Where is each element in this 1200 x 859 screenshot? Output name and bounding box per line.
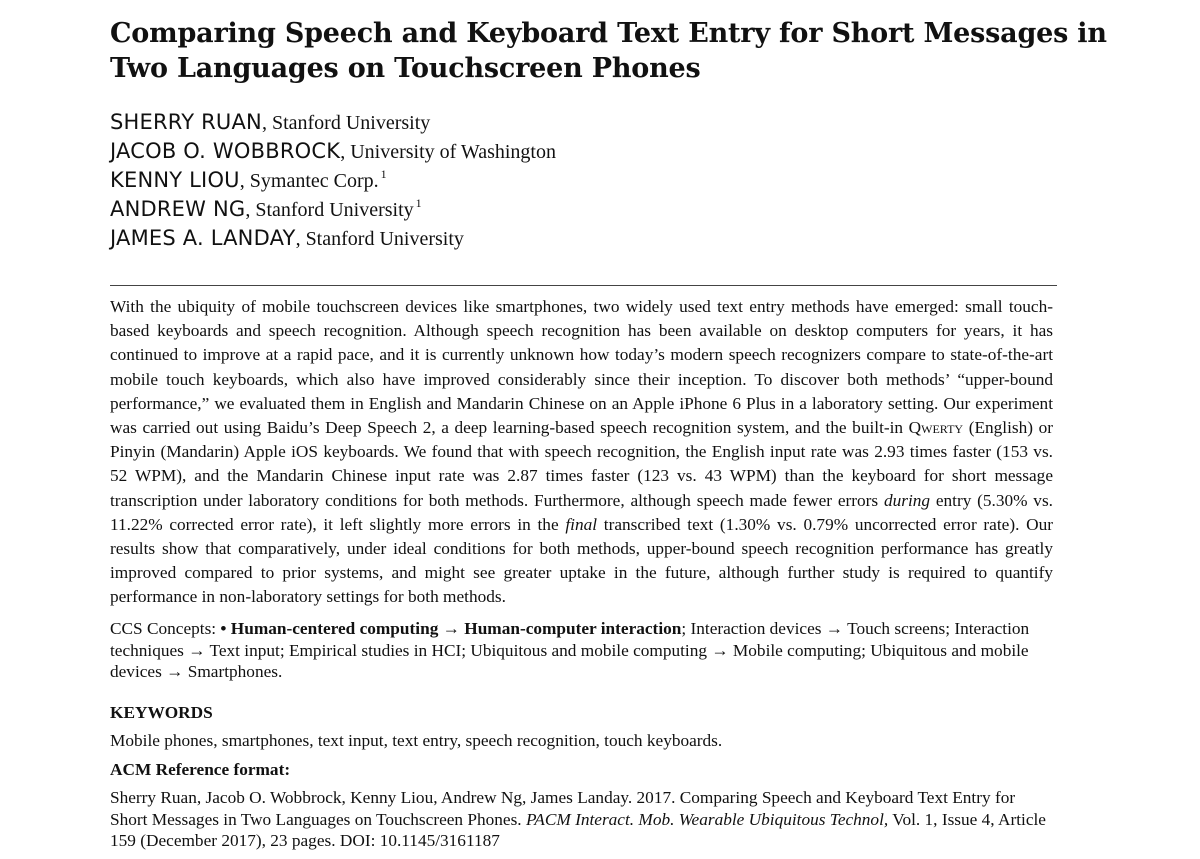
- keywords-heading: KEYWORDS: [110, 703, 213, 722]
- author-affiliation: Stanford University: [305, 228, 464, 250]
- acm-reference-heading: ACM Reference format:: [110, 760, 291, 779]
- author-entry: SHERRY RUAN, Stanford University: [110, 110, 431, 134]
- author-name: SHERRY RUAN: [110, 110, 262, 134]
- footnote-marker: 1: [415, 196, 422, 210]
- author-affiliation: University of Washington: [350, 141, 556, 163]
- paper-title: Comparing Speech and Keyboard Text Entry for Short Messages in Two Languages on Touchscreen Phones: [110, 18, 1107, 84]
- footnote-marker: 1: [380, 167, 387, 181]
- ccs-concepts: CCS Concepts: • Human-centered computing → Human-computer interaction; Interaction devices → Touch screens; Interaction techniques → Text input; Empirical studies in HCI; Ubiquitous and mobile computing → Mobile computing; Ubiquitous and mobile devices → Smartphones.: [110, 619, 1030, 681]
- author-name: ANDREW NG: [110, 197, 246, 221]
- keywords-text: Mobile phones, smartphones, text input, text entry, speech recognition, touch keyboards.: [110, 731, 723, 750]
- ccs-primary-concept: Human-centered computing → Human-computer interaction: [226, 619, 682, 638]
- author-entry: JAMES A. LANDAY, Stanford University: [110, 226, 464, 250]
- author-name: JACOB O. WOBBROCK: [110, 139, 341, 163]
- author-name: JAMES A. LANDAY: [110, 226, 296, 250]
- journal-name: PACM Interact. Mob. Wearable Ubiquitous Technol,: [525, 809, 889, 829]
- qwerty-term: Qwerty: [908, 418, 964, 438]
- emphasis-final: final: [565, 514, 598, 534]
- acm-reference-text: Sherry Ruan, Jacob O. Wobbrock, Kenny Liou, Andrew Ng, James Landay. 2017. Comparing Speech and Keyboard Text Entry for Short Messages in Two Languages on Touchscreen Phones. PACM Interact. Mob. Wearable Ubiquitous Technol, Vol. 1, Issue 4, Article 159 (December 2017), 23 pages. DOI: 10.1145/3161187: [110, 788, 1046, 850]
- author-name: KENNY LIOU: [110, 168, 240, 192]
- author-entry: ANDREW NG, Stanford University $^1$: [110, 196, 422, 221]
- author-list: [110, 108, 910, 253]
- abstract: With the ubiquity of mobile touchscreen devices like smartphones, two widely used text entry methods have emerged: small touch-based keyboards and speech recognition. Although speech recognition has been available on desktop computers for years, it has continued to improve at a rapid pace, and it is currently unknown how today’s modern speech recognizers compare to state-of-the-art mobile touch keyboards, which also have improved considerably since their inception. To discover both methods’ “upper-bound performance,” we evaluated them in English and Mandarin Chinese on an Apple iPhone 6 Plus in a laboratory setting. Our experiment was carried out using Baidu’s Deep Speech 2, a deep learning-based speech recognition system, and the built-in Qwerty (English) or Pinyin (Mandarin) Apple iOS keyboards. We found that with speech recognition, the English input rate was 2.93 times faster (153 vs. 52 WPM), and the Mandarin Chinese input rate was 2.87 times faster (123 vs. 43 WPM) than the keyboard for short message transcription under laboratory conditions for both methods. Furthermore, although speech made fewer errors during entry (5.30% vs. 11.22% corrected error rate), it left slightly more errors in the final transcribed text (1.30% vs. 0.79% uncorrected error rate). Our results show that comparatively, under ideal conditions for both methods, upper-bound speech recognition performance has greatly improved compared to prior systems, and might see greater uptake in the future, although further study is required to quantify performance in non-laboratory settings for both methods.: [110, 297, 1054, 607]
- author-affiliation: Stanford University: [255, 199, 414, 221]
- author-entry: KENNY LIOU, Symantec Corp. $^1$: [110, 167, 387, 192]
- author-affiliation: Stanford University: [271, 112, 431, 134]
- header-divider: [110, 285, 1057, 286]
- emphasis-during: during: [883, 490, 931, 510]
- author-entry: JACOB O. WOBBROCK, University of Washington: [110, 139, 556, 163]
- author-affiliation: Symantec Corp.: [249, 170, 379, 192]
